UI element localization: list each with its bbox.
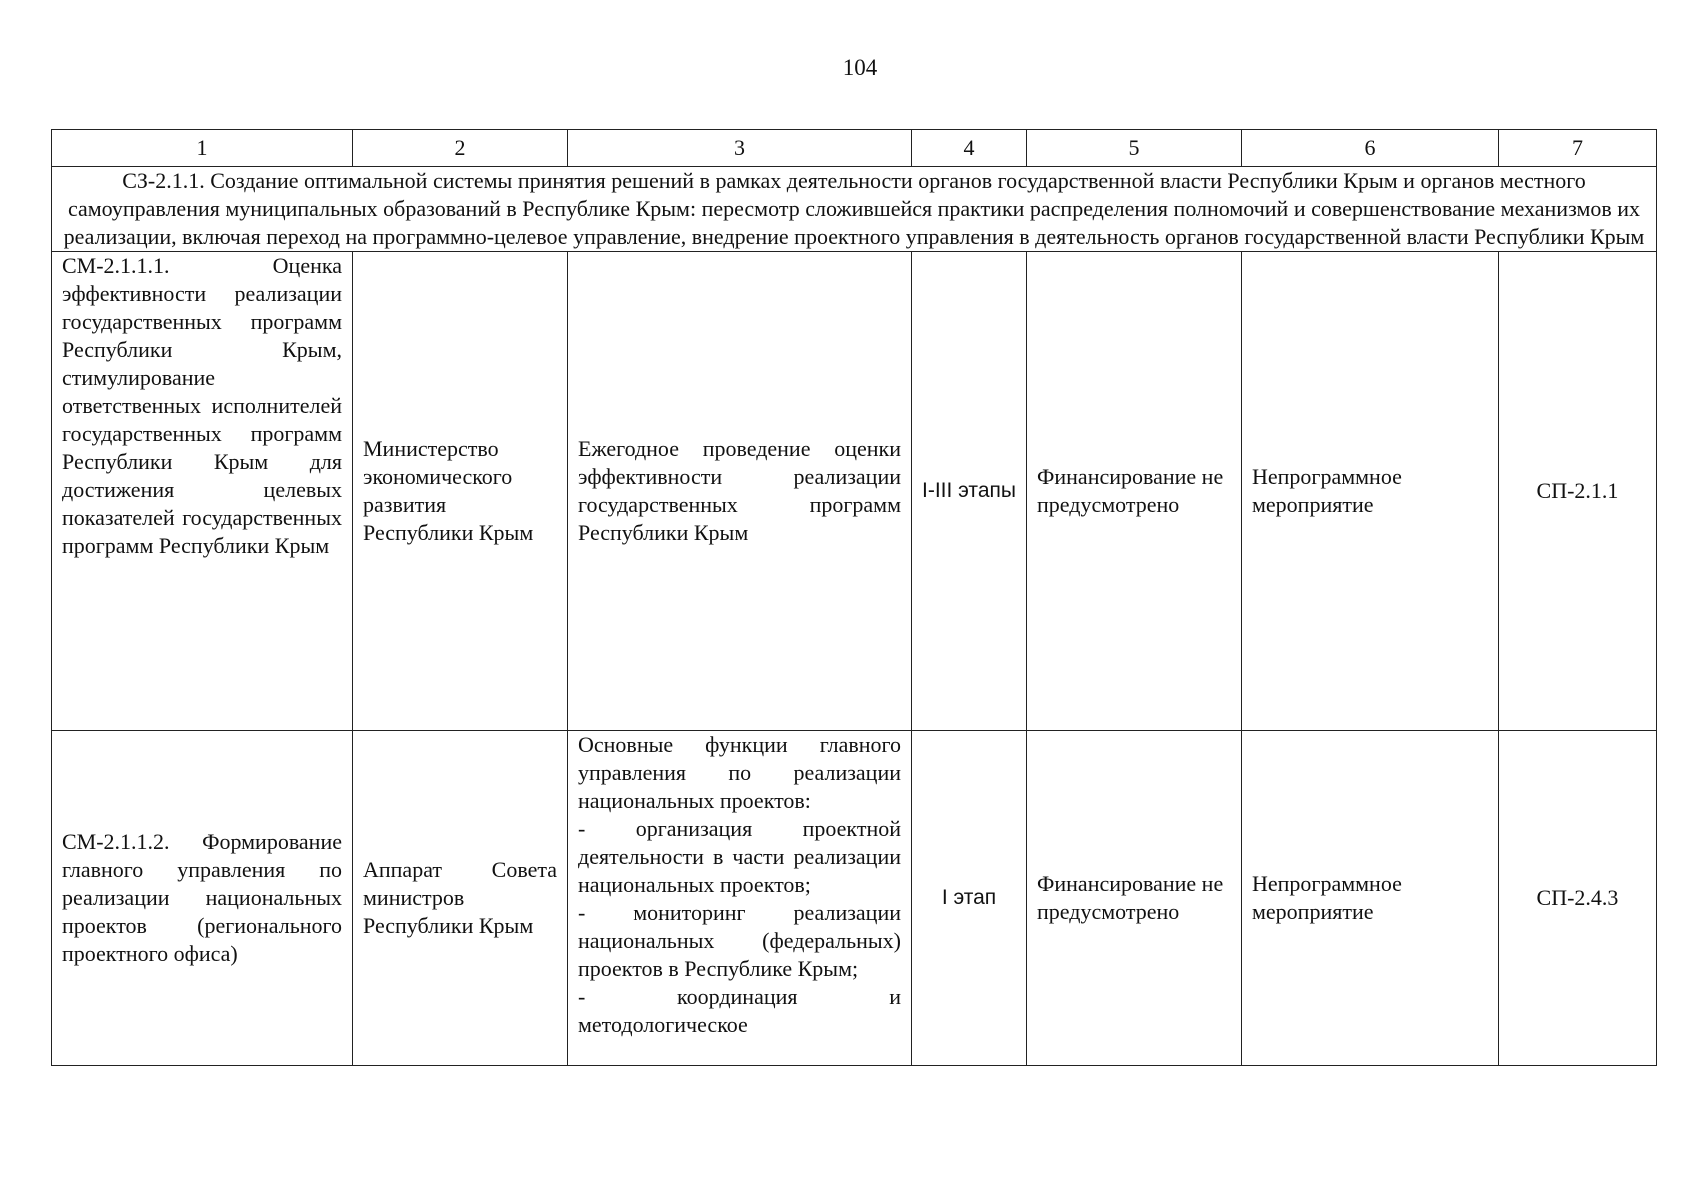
code-cell: СП-2.1.1 xyxy=(1499,252,1657,731)
table-row xyxy=(52,731,1657,1066)
program-cell: Непрограммное мероприятие xyxy=(1242,731,1499,1066)
measure-cell: СМ-2.1.1.1. Оценка эффективности реализации государственных программ Республики Крым, стимулирование ответственных исполнителей государственных программ Республики Крым для достижения целевых показателей государственных программ Республики Крым xyxy=(52,252,353,731)
content-cell: Основные функции главного управления по реализации национальных проектов: - организация проектной деятельности в части реализации национальных проектов; - мониторинг реализации национальных (федеральных) проектов в Республике Крым; - координация и методологическое xyxy=(568,731,912,1066)
column-header: 3 xyxy=(568,130,912,167)
code-cell: СП-2.4.3 xyxy=(1499,731,1657,1066)
column-header: 2 xyxy=(353,130,568,167)
section-title: СЗ-2.1.1. Создание оптимальной системы принятия решений в рамках деятельности органов государственной власти Республики Крым и органов местного самоуправления муниципальных образований в Республике Крым: пересмотр сложившейся практики распределения полномочий и совершенствование механизмов их реализации, включая переход на программно-целевое управление, внедрение проектного управления в деятельность органов государственной власти Республики Крым xyxy=(52,167,1657,252)
executor-cell: Аппарат Совета министров Республики Крым xyxy=(353,731,568,1066)
financing-cell: Финансирование не предусмотрено xyxy=(1027,731,1242,1066)
column-header: 7 xyxy=(1499,130,1657,167)
column-header: 6 xyxy=(1242,130,1499,167)
executor-cell: Министерство экономического развития Республики Крым xyxy=(353,252,568,731)
stage-cell: I этап xyxy=(912,731,1027,1066)
column-header: 5 xyxy=(1027,130,1242,167)
content-cell: Ежегодное проведение оценки эффективности реализации государственных программ Республики Крым xyxy=(568,252,912,731)
measures-table xyxy=(51,129,1657,1066)
program-cell: Непрограммное мероприятие xyxy=(1242,252,1499,731)
column-header: 4 xyxy=(912,130,1027,167)
column-header: 1 xyxy=(52,130,353,167)
measure-cell: СМ-2.1.1.2. Формирование главного управления по реализации национальных проектов (регионального проектного офиса) xyxy=(52,731,353,1066)
page-number: 104 xyxy=(842,55,878,80)
table-header-row xyxy=(52,130,1657,167)
financing-cell: Финансирование не предусмотрено xyxy=(1027,252,1242,731)
section-row xyxy=(52,167,1657,252)
stage-cell: I-III этапы xyxy=(912,252,1027,731)
table-row xyxy=(52,252,1657,731)
